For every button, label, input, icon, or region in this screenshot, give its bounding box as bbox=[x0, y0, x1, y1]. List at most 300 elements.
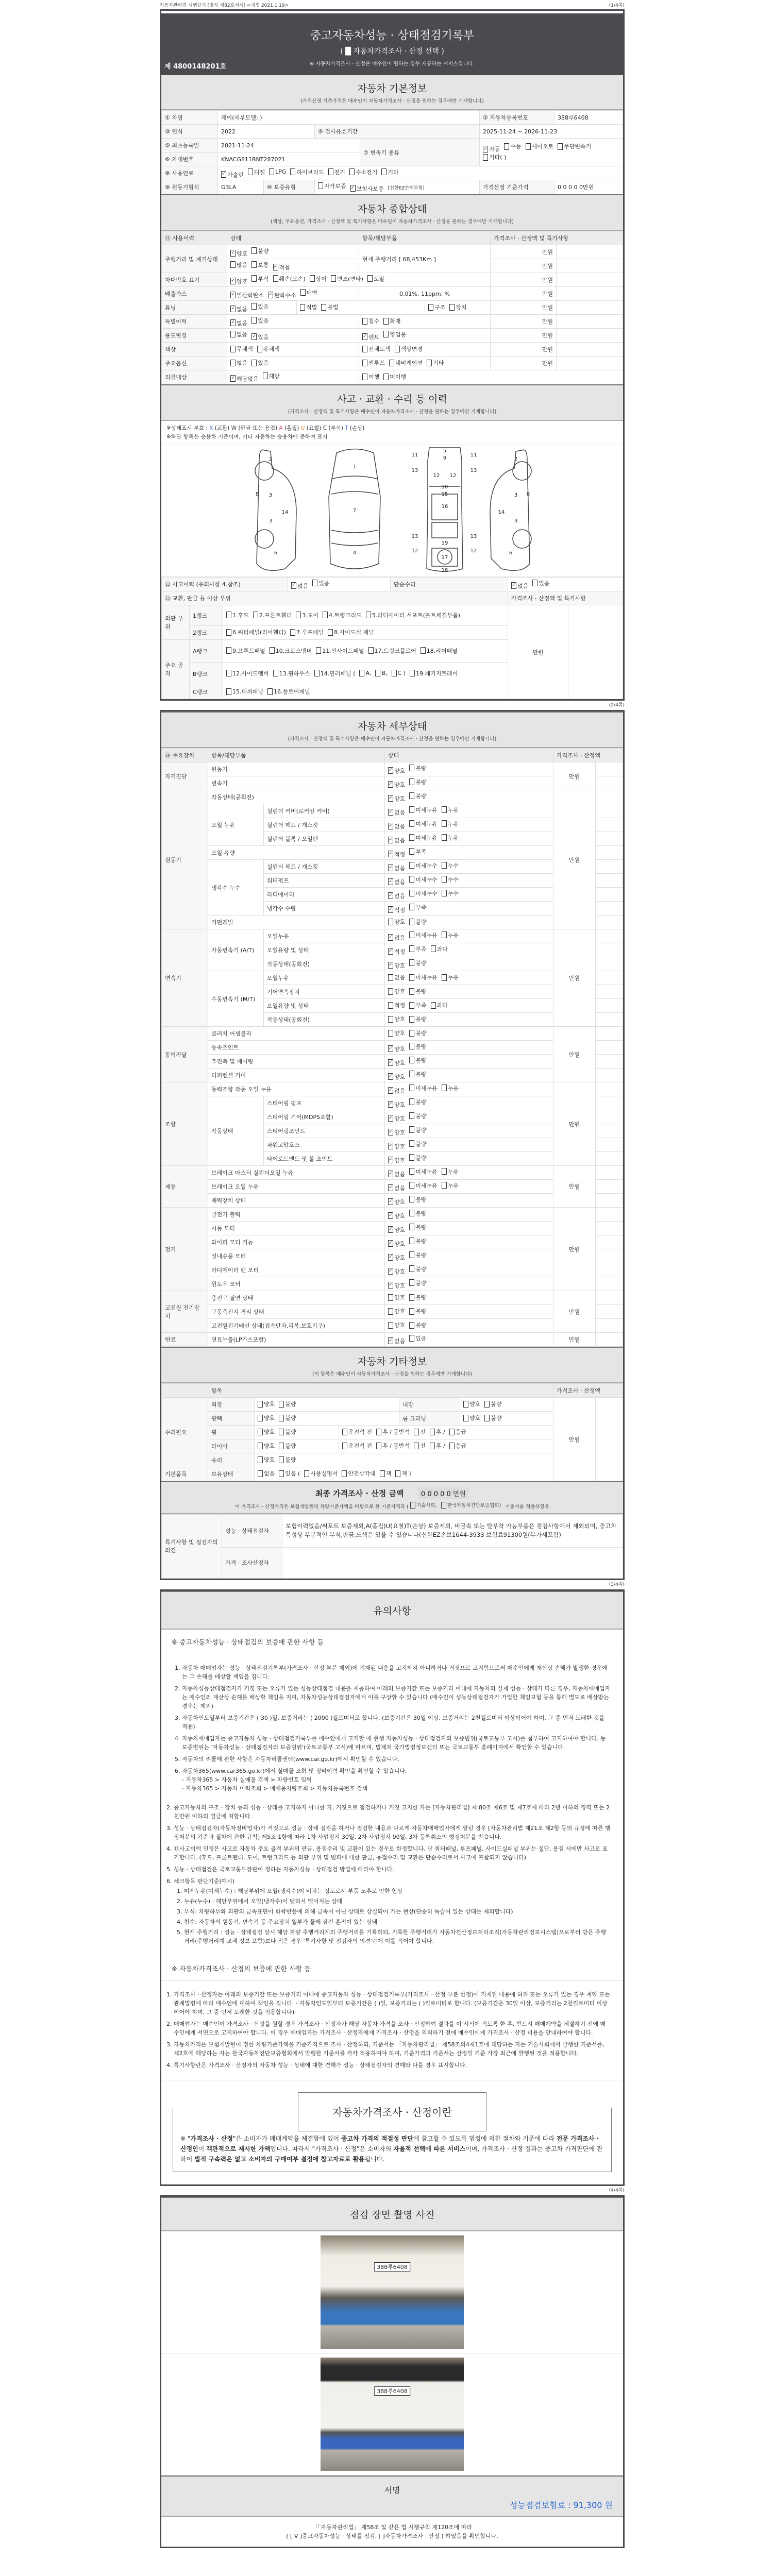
checkbox-option[interactable] bbox=[388, 918, 405, 926]
checkbox-icon[interactable] bbox=[392, 670, 397, 676]
price-note[interactable] bbox=[557, 287, 623, 301]
checkbox-option[interactable] bbox=[388, 767, 405, 775]
checkbox-icon[interactable] bbox=[273, 275, 278, 282]
checkbox-option[interactable] bbox=[279, 1469, 300, 1478]
checkbox-icon[interactable] bbox=[449, 304, 455, 311]
checkbox-icon[interactable] bbox=[441, 1502, 446, 1509]
price-note[interactable] bbox=[596, 1069, 623, 1082]
checkbox-icon[interactable] bbox=[463, 1401, 468, 1408]
checkbox-option[interactable] bbox=[251, 333, 268, 341]
checkbox-option[interactable] bbox=[409, 1126, 426, 1134]
checkbox-icon[interactable] bbox=[414, 1429, 419, 1435]
checked-box-icon[interactable]: ✓ bbox=[389, 1143, 393, 1148]
checked-box-icon[interactable]: ✓ bbox=[389, 1060, 393, 1065]
checkbox-icon[interactable] bbox=[323, 612, 328, 618]
checkbox-icon[interactable] bbox=[442, 806, 447, 813]
checkbox-icon[interactable] bbox=[409, 1112, 414, 1119]
checkbox-option[interactable] bbox=[362, 345, 391, 353]
checked-box-icon[interactable]: ✓ bbox=[389, 879, 393, 884]
checkbox-option[interactable] bbox=[392, 670, 406, 676]
price-note[interactable] bbox=[596, 929, 623, 943]
checkbox-option[interactable] bbox=[388, 1307, 405, 1315]
checkbox-icon[interactable] bbox=[296, 612, 301, 618]
checkbox-option[interactable] bbox=[388, 836, 405, 844]
checkbox-icon[interactable] bbox=[388, 919, 393, 925]
price-note[interactable] bbox=[557, 259, 623, 273]
checkbox-icon[interactable] bbox=[230, 360, 236, 366]
checked-box-icon[interactable]: ✓ bbox=[512, 583, 516, 588]
checkbox-icon[interactable] bbox=[300, 304, 305, 311]
checkbox-option[interactable] bbox=[389, 359, 423, 367]
checkbox-option[interactable] bbox=[484, 1400, 501, 1408]
checkbox-option[interactable] bbox=[263, 372, 280, 380]
checked-box-icon[interactable]: ✓ bbox=[231, 320, 235, 325]
checkbox-option[interactable] bbox=[442, 1167, 459, 1176]
checkbox-option[interactable] bbox=[449, 303, 466, 311]
checkbox-icon[interactable] bbox=[230, 346, 236, 352]
checkbox-icon[interactable] bbox=[226, 612, 231, 618]
checkbox-icon[interactable] bbox=[442, 820, 447, 827]
checkbox-option[interactable] bbox=[342, 1469, 375, 1478]
checkbox-icon[interactable] bbox=[409, 1265, 414, 1272]
checkbox-option[interactable] bbox=[442, 931, 459, 939]
checkbox-icon[interactable] bbox=[409, 1084, 414, 1091]
checkbox-option[interactable] bbox=[442, 875, 459, 884]
checkbox-icon[interactable] bbox=[258, 1443, 263, 1449]
checkbox-icon[interactable] bbox=[409, 1279, 414, 1286]
checkbox-icon[interactable] bbox=[388, 988, 393, 995]
checked-box-icon[interactable]: ✓ bbox=[389, 795, 393, 801]
checkbox-icon[interactable] bbox=[409, 1210, 414, 1216]
price-note[interactable] bbox=[596, 860, 623, 874]
checkbox-icon[interactable] bbox=[375, 670, 380, 676]
checked-box-icon[interactable]: ✓ bbox=[389, 962, 393, 968]
checkbox-option[interactable] bbox=[427, 359, 444, 367]
checked-box-icon[interactable]: ✓ bbox=[389, 1046, 393, 1051]
checkbox-option[interactable] bbox=[414, 1442, 426, 1450]
price-note[interactable] bbox=[596, 1055, 623, 1069]
price-note[interactable] bbox=[596, 1277, 623, 1291]
checkbox-option[interactable] bbox=[314, 669, 356, 677]
checked-box-icon[interactable]: ✓ bbox=[389, 935, 393, 940]
price-note[interactable] bbox=[596, 762, 623, 776]
checkbox-icon[interactable] bbox=[409, 945, 414, 952]
checkbox-option[interactable] bbox=[409, 1209, 426, 1217]
checked-box-icon[interactable]: ✓ bbox=[268, 292, 273, 297]
checkbox-option[interactable] bbox=[449, 1428, 466, 1436]
checkbox-option[interactable] bbox=[383, 330, 406, 338]
checkbox-icon[interactable] bbox=[395, 1470, 400, 1477]
price-note[interactable] bbox=[557, 357, 623, 370]
checkbox-option[interactable] bbox=[409, 1307, 426, 1315]
checkbox-option[interactable] bbox=[409, 1293, 426, 1301]
checkbox-icon[interactable] bbox=[258, 1415, 263, 1421]
checkbox-option[interactable] bbox=[409, 792, 426, 800]
checkbox-icon[interactable] bbox=[290, 168, 295, 175]
checkbox-option[interactable] bbox=[442, 834, 459, 842]
checkbox-icon[interactable] bbox=[409, 959, 414, 966]
checkbox-icon[interactable] bbox=[328, 629, 333, 636]
checkbox-option[interactable] bbox=[442, 820, 459, 828]
checkbox-option[interactable] bbox=[388, 781, 405, 789]
price-note[interactable] bbox=[596, 832, 623, 846]
checkbox-icon[interactable] bbox=[414, 1443, 419, 1449]
checkbox-icon[interactable] bbox=[388, 1030, 393, 1037]
checkbox-option[interactable] bbox=[230, 345, 253, 353]
checked-box-icon[interactable]: ✓ bbox=[389, 1241, 393, 1246]
checkbox-option[interactable] bbox=[273, 275, 306, 283]
checkbox-icon[interactable] bbox=[442, 1182, 447, 1189]
checked-box-icon[interactable]: ✓ bbox=[231, 250, 235, 256]
checkbox-icon[interactable] bbox=[349, 168, 355, 175]
checkbox-icon[interactable] bbox=[442, 890, 447, 896]
checkbox-option[interactable] bbox=[368, 647, 416, 655]
checkbox-icon[interactable] bbox=[251, 317, 257, 324]
checked-box-icon[interactable]: ✓ bbox=[231, 306, 235, 311]
price-note[interactable] bbox=[596, 957, 623, 971]
checkbox-icon[interactable] bbox=[381, 168, 386, 175]
checkbox-option[interactable] bbox=[409, 1251, 426, 1259]
checkbox-option[interactable] bbox=[310, 275, 327, 283]
checkbox-icon[interactable] bbox=[290, 629, 295, 636]
checkbox-icon[interactable] bbox=[504, 143, 509, 150]
price-note[interactable] bbox=[596, 1263, 623, 1277]
price-note[interactable] bbox=[596, 1222, 623, 1235]
checkbox-option[interactable] bbox=[273, 669, 310, 677]
checkbox-icon[interactable] bbox=[388, 974, 393, 981]
checkbox-option[interactable] bbox=[300, 289, 317, 297]
checkbox-icon[interactable] bbox=[409, 1308, 414, 1315]
price-note[interactable] bbox=[568, 605, 623, 699]
checkbox-option[interactable] bbox=[381, 168, 398, 176]
checkbox-option[interactable] bbox=[484, 1414, 501, 1422]
price-note[interactable] bbox=[596, 1082, 623, 1096]
checked-box-icon[interactable]: ✓ bbox=[273, 264, 278, 269]
checkbox-icon[interactable] bbox=[248, 168, 253, 175]
checked-box-icon[interactable]: ✓ bbox=[231, 292, 235, 297]
checkbox-option[interactable] bbox=[251, 302, 268, 311]
checkbox-option[interactable] bbox=[388, 878, 405, 886]
checkbox-icon[interactable] bbox=[342, 1470, 347, 1477]
price-note[interactable] bbox=[596, 1305, 623, 1319]
checkbox-option[interactable] bbox=[221, 171, 244, 179]
checkbox-option[interactable] bbox=[388, 1253, 405, 1262]
checkbox-icon[interactable] bbox=[368, 647, 374, 654]
checkbox-option[interactable] bbox=[409, 1112, 426, 1120]
checkbox-icon[interactable] bbox=[409, 1043, 414, 1049]
checkbox-option[interactable] bbox=[388, 1114, 405, 1123]
checkbox-icon[interactable] bbox=[409, 890, 414, 896]
checkbox-option[interactable] bbox=[388, 794, 405, 803]
checkbox-icon[interactable] bbox=[263, 372, 268, 379]
checkbox-option[interactable] bbox=[388, 1267, 405, 1276]
checkbox-option[interactable] bbox=[409, 1098, 426, 1106]
checkbox-icon[interactable] bbox=[316, 647, 321, 654]
checkbox-icon[interactable] bbox=[366, 612, 371, 618]
checkbox-option[interactable] bbox=[409, 1056, 426, 1064]
checked-box-icon[interactable]: ✓ bbox=[389, 1268, 393, 1274]
checkbox-option[interactable] bbox=[558, 142, 591, 150]
checkbox-option[interactable] bbox=[362, 372, 379, 381]
checkbox-icon[interactable] bbox=[388, 1016, 393, 1023]
checkbox-option[interactable] bbox=[449, 1442, 466, 1450]
checkbox-option[interactable] bbox=[279, 1455, 296, 1464]
checkbox-icon[interactable] bbox=[409, 820, 414, 827]
checkbox-option[interactable] bbox=[409, 1237, 426, 1245]
checkbox-option[interactable] bbox=[409, 903, 426, 911]
checkbox-icon[interactable] bbox=[279, 1415, 284, 1421]
checked-box-icon[interactable]: ✓ bbox=[389, 1185, 393, 1190]
checkbox-icon[interactable] bbox=[409, 919, 414, 925]
checked-box-icon[interactable]: ✓ bbox=[389, 1338, 393, 1343]
checkbox-option[interactable] bbox=[409, 1223, 426, 1231]
checkbox-icon[interactable] bbox=[230, 261, 236, 268]
checkbox-option[interactable] bbox=[273, 263, 290, 272]
checkbox-option[interactable] bbox=[248, 168, 265, 176]
checkbox-option[interactable] bbox=[257, 345, 280, 353]
checkbox-option[interactable] bbox=[430, 1428, 445, 1436]
checkbox-icon[interactable] bbox=[380, 1470, 385, 1477]
checkbox-option[interactable] bbox=[388, 934, 405, 942]
checkbox-icon[interactable] bbox=[314, 670, 320, 676]
checkbox-icon[interactable] bbox=[409, 1126, 414, 1133]
checkbox-option[interactable] bbox=[230, 375, 259, 383]
checkbox-option[interactable] bbox=[409, 1265, 426, 1273]
checkbox-option[interactable] bbox=[388, 1045, 405, 1053]
checkbox-option[interactable] bbox=[388, 1170, 405, 1178]
checkbox-option[interactable] bbox=[388, 961, 405, 970]
price-note[interactable] bbox=[557, 245, 623, 259]
checkbox-option[interactable] bbox=[290, 628, 324, 636]
checkbox-icon[interactable] bbox=[409, 792, 414, 799]
checkbox-option[interactable] bbox=[395, 345, 423, 353]
checkbox-option[interactable] bbox=[442, 889, 459, 897]
checkbox-option[interactable] bbox=[409, 1321, 426, 1329]
checkbox-option[interactable] bbox=[230, 277, 247, 285]
checkbox-option[interactable] bbox=[504, 142, 521, 150]
checked-box-icon[interactable]: ✓ bbox=[389, 1227, 393, 1232]
checkbox-option[interactable] bbox=[409, 834, 438, 842]
checked-box-icon[interactable]: ✓ bbox=[389, 1115, 393, 1121]
checkbox-icon[interactable] bbox=[279, 1470, 284, 1477]
checkbox-icon[interactable] bbox=[359, 670, 364, 676]
checkbox-option[interactable] bbox=[251, 247, 268, 255]
checkbox-option[interactable] bbox=[388, 1029, 405, 1037]
checkbox-icon[interactable] bbox=[251, 261, 257, 268]
checkbox-icon[interactable] bbox=[409, 1071, 414, 1077]
price-note[interactable] bbox=[596, 971, 623, 985]
checkbox-icon[interactable] bbox=[430, 1429, 435, 1435]
checkbox-option[interactable] bbox=[230, 359, 247, 367]
checkbox-option[interactable] bbox=[375, 670, 387, 676]
checkbox-option[interactable] bbox=[388, 1184, 405, 1192]
checkbox-icon[interactable] bbox=[258, 1470, 263, 1477]
price-note[interactable] bbox=[596, 985, 623, 999]
checkbox-icon[interactable] bbox=[463, 1415, 468, 1421]
checkbox-option[interactable] bbox=[380, 1469, 392, 1478]
checkbox-icon[interactable] bbox=[442, 1168, 447, 1175]
checkbox-icon[interactable] bbox=[442, 931, 447, 938]
checked-box-icon[interactable]: ✓ bbox=[389, 1101, 393, 1107]
checkbox-icon[interactable] bbox=[362, 318, 367, 325]
checkbox-option[interactable] bbox=[268, 291, 296, 299]
price-note[interactable] bbox=[596, 1013, 623, 1027]
checkbox-icon[interactable] bbox=[383, 318, 389, 325]
checkbox-icon[interactable] bbox=[389, 360, 394, 366]
checkbox-option[interactable] bbox=[258, 1414, 275, 1422]
checkbox-icon[interactable] bbox=[251, 247, 257, 254]
checkbox-icon[interactable] bbox=[558, 143, 563, 150]
price-note[interactable] bbox=[557, 315, 623, 329]
checked-box-icon[interactable]: ✓ bbox=[292, 583, 296, 588]
checkbox-option[interactable] bbox=[442, 1181, 459, 1190]
checkbox-icon[interactable] bbox=[342, 1429, 347, 1435]
checkbox-icon[interactable] bbox=[251, 275, 257, 282]
checkbox-icon[interactable] bbox=[257, 346, 262, 352]
checkbox-icon[interactable] bbox=[362, 360, 367, 366]
checkbox-icon[interactable] bbox=[409, 1057, 414, 1063]
checkbox-option[interactable] bbox=[258, 1455, 275, 1464]
checkbox-option[interactable] bbox=[270, 647, 312, 655]
checkbox-option[interactable] bbox=[409, 889, 438, 897]
checkbox-option[interactable] bbox=[279, 1400, 296, 1408]
checkbox-option[interactable] bbox=[388, 1212, 405, 1220]
checkbox-option[interactable] bbox=[367, 275, 384, 283]
checkbox-icon[interactable] bbox=[409, 1182, 414, 1189]
checkbox-option[interactable] bbox=[230, 319, 247, 327]
checkbox-icon[interactable] bbox=[258, 1401, 263, 1408]
checkbox-option[interactable] bbox=[409, 945, 426, 953]
checkbox-icon[interactable] bbox=[273, 670, 278, 676]
price-note[interactable] bbox=[596, 1041, 623, 1055]
checked-box-icon[interactable]: ✓ bbox=[389, 782, 393, 787]
price-note[interactable] bbox=[596, 902, 623, 916]
checkbox-icon[interactable] bbox=[431, 1002, 436, 1009]
checkbox-option[interactable] bbox=[388, 906, 405, 914]
checkbox-option[interactable] bbox=[230, 330, 247, 338]
checked-box-icon[interactable]: ✓ bbox=[389, 809, 393, 815]
checkbox-icon[interactable] bbox=[409, 1168, 414, 1175]
checkbox-option[interactable] bbox=[362, 359, 385, 367]
checkbox-option[interactable] bbox=[290, 168, 324, 176]
checkbox-option[interactable] bbox=[388, 1293, 405, 1301]
checkbox-option[interactable] bbox=[296, 611, 318, 619]
checkbox-icon[interactable] bbox=[395, 346, 400, 352]
checkbox-option[interactable] bbox=[388, 850, 405, 858]
checkbox-option[interactable] bbox=[483, 145, 500, 153]
checkbox-icon[interactable] bbox=[409, 848, 414, 855]
checkbox-option[interactable] bbox=[463, 1400, 480, 1408]
checkbox-icon[interactable] bbox=[269, 168, 274, 175]
checkbox-icon[interactable] bbox=[409, 1322, 414, 1329]
price-note[interactable] bbox=[557, 273, 623, 287]
checked-box-icon[interactable]: ✓ bbox=[350, 185, 355, 191]
checked-box-icon[interactable]: ✓ bbox=[389, 893, 393, 898]
checkbox-option[interactable] bbox=[230, 291, 264, 299]
checkbox-icon[interactable] bbox=[383, 374, 389, 380]
price-note[interactable] bbox=[596, 804, 623, 818]
checked-box-icon[interactable]: ✓ bbox=[222, 172, 226, 177]
checkbox-icon[interactable] bbox=[279, 1429, 284, 1435]
checkbox-option[interactable] bbox=[395, 1469, 411, 1478]
price-note[interactable] bbox=[596, 1333, 623, 1347]
checkbox-option[interactable] bbox=[409, 1042, 426, 1050]
checkbox-option[interactable] bbox=[321, 303, 338, 311]
checkbox-icon[interactable] bbox=[431, 945, 436, 952]
checkbox-option[interactable] bbox=[511, 582, 528, 590]
checkbox-option[interactable] bbox=[258, 1400, 275, 1408]
checkbox-option[interactable] bbox=[388, 947, 405, 956]
checkbox-option[interactable] bbox=[328, 168, 345, 176]
checkbox-icon[interactable] bbox=[409, 1335, 414, 1342]
price-note[interactable] bbox=[596, 1152, 623, 1166]
checkbox-option[interactable] bbox=[226, 669, 269, 677]
checkbox-icon[interactable] bbox=[376, 1443, 381, 1449]
checkbox-option[interactable] bbox=[388, 1073, 405, 1081]
checkbox-option[interactable] bbox=[409, 987, 426, 995]
checkbox-option[interactable] bbox=[388, 864, 405, 872]
checkbox-option[interactable] bbox=[279, 1428, 296, 1436]
checkbox-icon[interactable] bbox=[383, 331, 389, 337]
price-note[interactable] bbox=[596, 999, 623, 1013]
checkbox-option[interactable] bbox=[342, 1428, 372, 1436]
checkbox-icon[interactable] bbox=[409, 876, 414, 883]
checkbox-option[interactable] bbox=[230, 305, 247, 313]
checkbox-icon[interactable] bbox=[409, 1154, 414, 1161]
checkbox-icon[interactable] bbox=[388, 1002, 393, 1009]
price-note[interactable] bbox=[596, 1398, 623, 1481]
checkbox-icon[interactable] bbox=[310, 275, 315, 282]
checkbox-icon[interactable] bbox=[442, 834, 447, 841]
checkbox-option[interactable] bbox=[350, 184, 384, 193]
checkbox-icon[interactable] bbox=[409, 1098, 414, 1105]
checked-box-icon[interactable]: ✓ bbox=[231, 376, 235, 381]
checkbox-icon[interactable] bbox=[410, 1502, 415, 1509]
checkbox-option[interactable] bbox=[279, 1414, 296, 1422]
checkbox-option[interactable] bbox=[251, 261, 268, 269]
checked-box-icon[interactable]: ✓ bbox=[389, 948, 393, 954]
checkbox-icon[interactable] bbox=[226, 629, 231, 636]
checkbox-option[interactable] bbox=[349, 168, 378, 176]
checkbox-option[interactable] bbox=[409, 1334, 426, 1343]
checkbox-option[interactable] bbox=[526, 142, 554, 150]
checked-box-icon[interactable]: ✓ bbox=[389, 1088, 393, 1093]
checkbox-icon[interactable] bbox=[483, 154, 488, 161]
checkbox-option[interactable] bbox=[226, 628, 286, 636]
checkbox-option[interactable] bbox=[388, 1198, 405, 1206]
checkbox-option[interactable] bbox=[376, 1442, 410, 1450]
checkbox-icon[interactable] bbox=[342, 1443, 347, 1449]
checkbox-option[interactable] bbox=[483, 153, 506, 161]
checkbox-icon[interactable] bbox=[279, 1401, 284, 1408]
checked-box-icon[interactable]: ✓ bbox=[389, 1074, 393, 1079]
checkbox-option[interactable] bbox=[366, 611, 460, 619]
checkbox-icon[interactable] bbox=[409, 988, 414, 995]
checkbox-icon[interactable] bbox=[409, 1030, 414, 1037]
checkbox-option[interactable] bbox=[388, 987, 405, 995]
checkbox-icon[interactable] bbox=[409, 1251, 414, 1258]
checkbox-icon[interactable] bbox=[409, 931, 414, 938]
checkbox-icon[interactable] bbox=[388, 1322, 393, 1329]
price-note[interactable] bbox=[557, 343, 623, 357]
checked-box-icon[interactable]: ✓ bbox=[389, 768, 393, 773]
price-note[interactable] bbox=[596, 1235, 623, 1249]
checkbox-icon[interactable] bbox=[427, 360, 432, 366]
checked-box-icon[interactable]: ✓ bbox=[252, 334, 257, 339]
price-note[interactable] bbox=[596, 1291, 623, 1305]
checked-box-icon[interactable]: ✓ bbox=[389, 1282, 393, 1287]
checkbox-icon[interactable] bbox=[321, 304, 326, 311]
